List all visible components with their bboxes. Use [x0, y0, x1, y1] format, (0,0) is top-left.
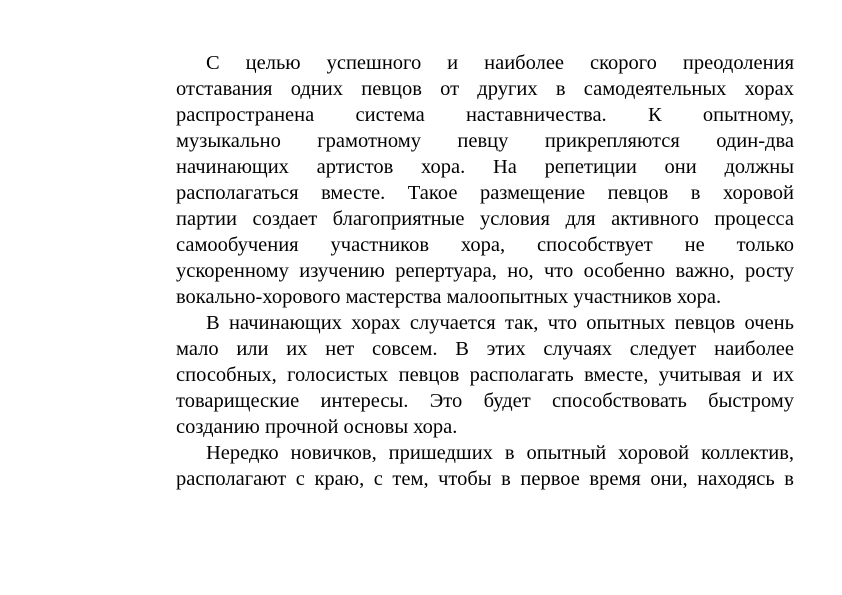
paragraph-2-line-2: мало или их нет совсем. В этих случаях следует наиболее — [176, 338, 794, 360]
paragraph-1-line-7: партии создает благоприятные условия для активного процесса — [176, 208, 794, 230]
paragraph-2-line-5: созданию прочной основы хора. — [176, 416, 458, 438]
paragraph-1-line-6: располагаться вместе. Такое размещение певцов в хоровой — [176, 182, 794, 204]
paragraph-1-line-5: начинающих артистов хора. На репетиции они должны — [176, 156, 794, 178]
paragraph-2-line-1: В начинающих хорах случается так, что опытных певцов очень — [206, 312, 794, 334]
body-text — [176, 50, 794, 492]
paragraph-2-line-4: товарищеские интересы. Это будет способствовать быстрому — [176, 390, 794, 412]
paragraph-1-line-2: отставания одних певцов от других в самодеятельных хорах — [176, 78, 794, 100]
paragraph-1-line-10: вокально-хорового мастерства малоопытных участников хора. — [176, 286, 722, 308]
paragraph-1-line-4: музыкально грамотному певцу прикрепляются один-два — [176, 130, 794, 152]
paragraph-1-line-1: С целью успешного и наиболее скорого преодоления — [206, 52, 794, 74]
paragraph-3-line-1: Нередко новичков, пришедших в опытный хоровой коллектив, — [206, 442, 794, 464]
paragraph-2-line-3: способных, голосистых певцов располагать вместе, учитывая и их — [176, 364, 794, 386]
paragraph-1-line-8: самообучения участников хора, способствует не только — [176, 234, 794, 256]
paragraph-1-line-9: ускоренному изучению репертуара, но, что особенно важно, росту — [176, 260, 794, 282]
paragraph-3-line-2: располагают с краю, с тем, чтобы в первое время они, находясь в — [176, 468, 794, 490]
paragraph-1-line-3: распространена система наставничества. К опытному, — [176, 104, 794, 126]
